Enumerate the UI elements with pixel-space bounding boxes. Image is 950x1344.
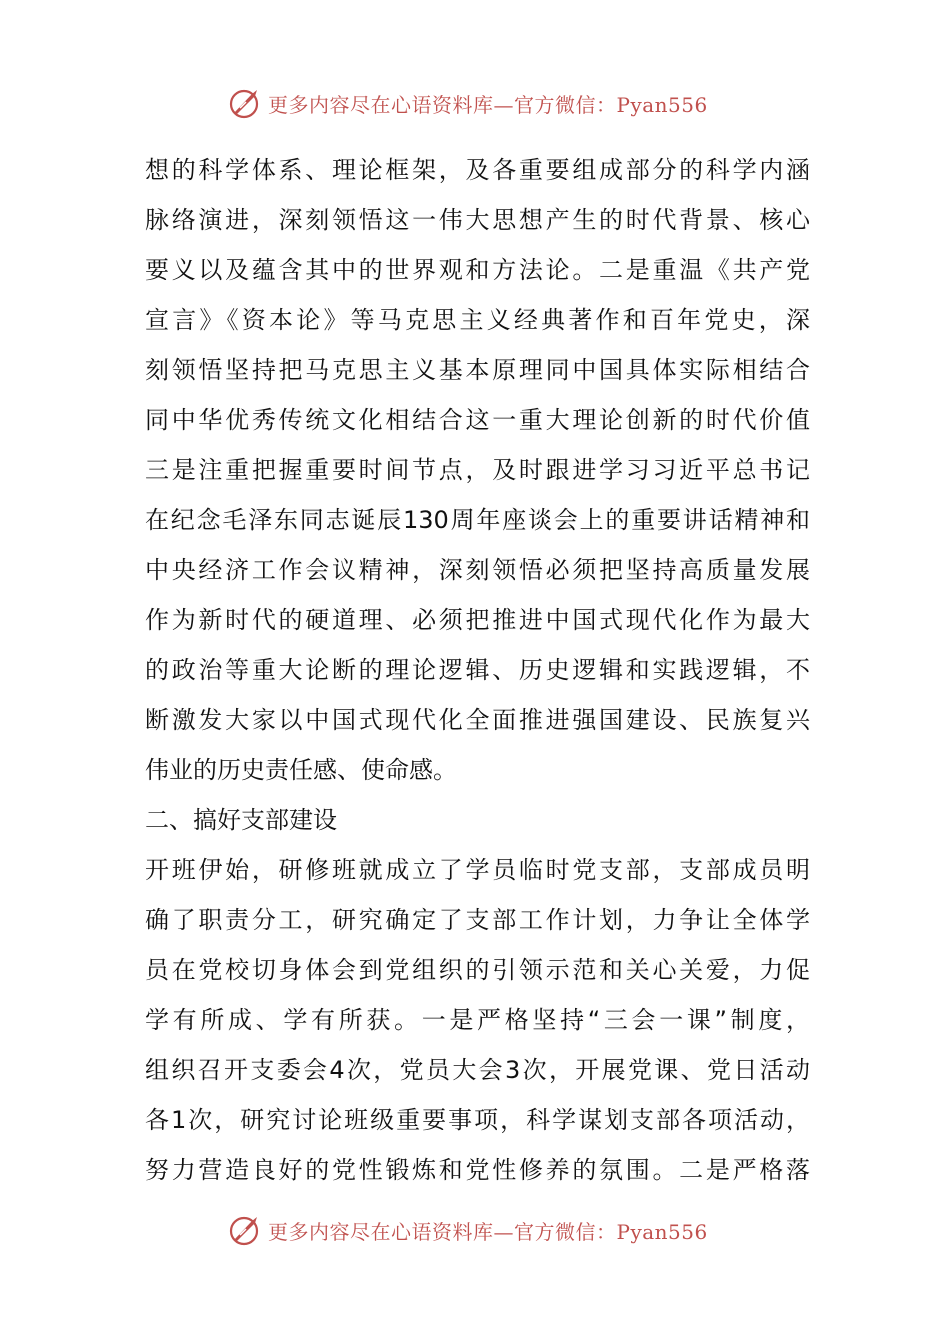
text-line: 作为新时代的硬道理、必须把推进中国式现代化作为最大 [145, 606, 810, 634]
watermark-text: 更多内容尽在心语资料库—官方微信：Pyan556 [268, 92, 708, 117]
text-line: 想的科学体系、理论框架，及各重要组成部分的科学内涵 [145, 156, 810, 184]
text-line: 在纪念毛泽东同志诞辰130周年座谈会上的重要讲话精神和 [145, 506, 810, 534]
text-line: 三是注重把握重要时间节点，及时跟进学习习近平总书记 [145, 456, 810, 484]
text-line: 宣言》《资本论》等马克思主义经典著作和百年党史，深 [145, 306, 810, 334]
text-line: 确了职责分工，研究确定了支部工作计划，力争让全体学 [145, 906, 810, 934]
watermark-footer [228, 1211, 708, 1249]
text-line: 断激发大家以中国式现代化全面推进强国建设、民族复兴 [145, 706, 810, 734]
text-line: 的政治等重大论断的理论逻辑、历史逻辑和实践逻辑，不 [145, 656, 810, 684]
text-line: 各1次，研究讨论班级重要事项，科学谋划支部各项活动， [145, 1106, 810, 1134]
pen-logo-icon [228, 1213, 262, 1247]
text-line: 中央经济工作会议精神，深刻领悟必须把坚持高质量发展 [145, 556, 810, 584]
text-line: 要义以及蕴含其中的世界观和方法论。二是重温《共产党 [145, 256, 810, 284]
document-body [145, 145, 810, 1195]
watermark-header [228, 84, 708, 122]
text-line: 努力营造良好的党性锻炼和党性修养的氛围。二是严格落 [145, 1156, 810, 1184]
pen-logo-icon [228, 86, 262, 120]
text-line: 组织召开支委会4次，党员大会3次，开展党课、党日活动 [145, 1056, 810, 1084]
section-heading: 二、搞好支部建设 [145, 806, 337, 834]
text-line: 学有所成、学有所获。一是严格坚持“三会一课”制度， [145, 1006, 810, 1034]
text-line: 同中华优秀传统文化相结合这一重大理论创新的时代价值 [145, 406, 810, 434]
text-line: 伟业的历史责任感、使命感。 [145, 756, 457, 784]
watermark-text: 更多内容尽在心语资料库—官方微信：Pyan556 [268, 1219, 708, 1244]
text-line: 员在党校切身体会到党组织的引领示范和关心关爱，力促 [145, 956, 810, 984]
text-line: 脉络演进，深刻领悟这一伟大思想产生的时代背景、核心 [145, 206, 810, 234]
text-line: 刻领悟坚持把马克思主义基本原理同中国具体实际相结合 [145, 356, 810, 384]
text-line: 开班伊始，研修班就成立了学员临时党支部，支部成员明 [145, 856, 810, 884]
